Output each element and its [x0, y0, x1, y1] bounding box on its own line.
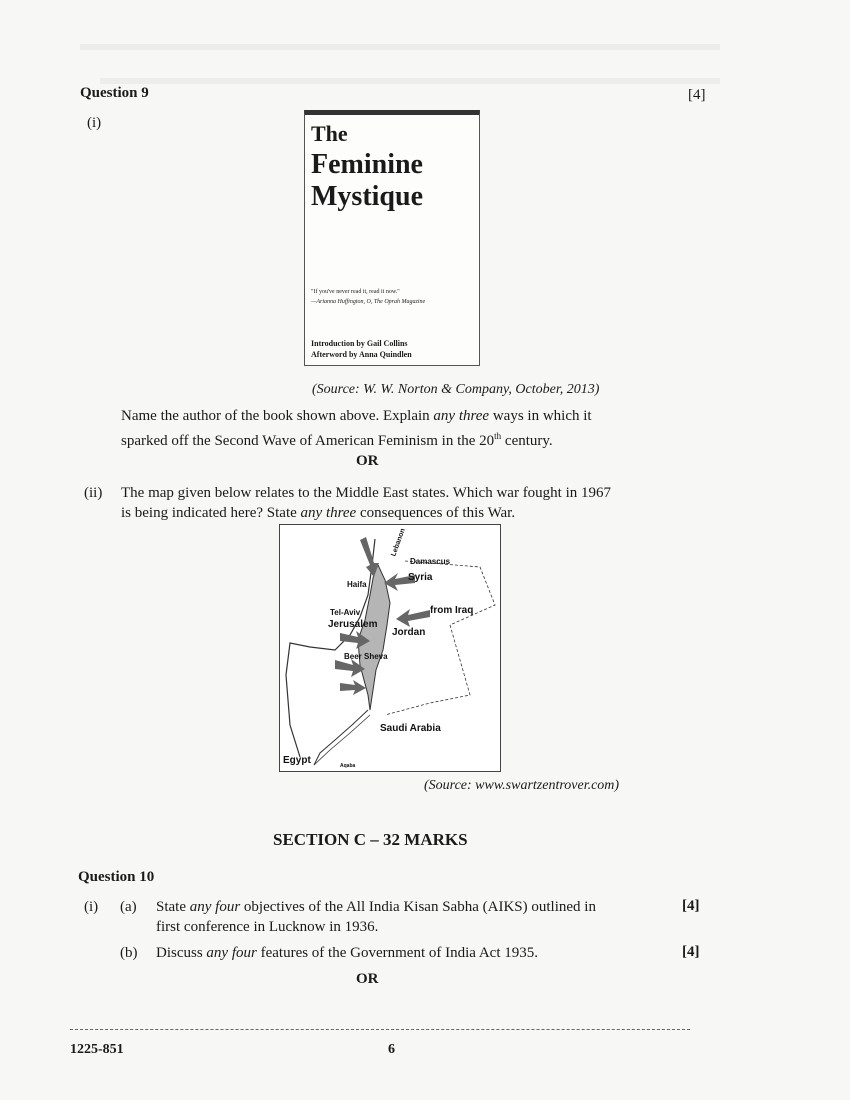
map-label-lebanon: Lebanon: [390, 527, 407, 558]
book-title-line3: Mystique: [311, 181, 423, 212]
footer-paper-code: 1225-851: [70, 1042, 124, 1057]
part-i-question-line1: Name the author of the book shown above. Explain any three ways in which it: [121, 408, 592, 424]
book-quote-attribution: —Arianna Huffington, O, The Oprah Magazine: [311, 299, 426, 305]
show-through-text: [100, 78, 720, 94]
book-title-line2: Feminine: [311, 149, 423, 180]
map-label-beer-sheva: Beer Sheva: [344, 652, 388, 661]
map-label-from-iraq: from Iraq: [430, 605, 474, 616]
footer-page-number: 6: [388, 1042, 395, 1057]
map-label-haifa: Haifa: [347, 580, 367, 589]
or-divider: OR: [356, 453, 379, 469]
map-label-saudi-arabia: Saudi Arabia: [380, 723, 441, 734]
map-label-jerusalem: Jerusalem: [328, 619, 378, 630]
footer-divider: [70, 1029, 690, 1030]
book-source: (Source: W. W. Norton & Company, October, 2013): [312, 382, 600, 397]
book-cover-image: [304, 110, 480, 366]
show-through-text: [80, 44, 720, 60]
q10-b-line1: Discuss any four features of the Government of India Act 1935.: [156, 945, 539, 961]
q10-b-number: (b): [120, 945, 138, 961]
map-drawing: [280, 525, 500, 771]
map-label-syria: Syria: [408, 572, 433, 583]
book-title-line1: The: [311, 121, 348, 146]
question-10-heading: Question 10: [78, 869, 155, 885]
part-ii-question-line1: The map given below relates to the Middle East states. Which war fought in 1967: [121, 485, 612, 501]
q10-a-number: (a): [120, 899, 137, 915]
book-afterword-credit: Afterword by Anna Quindlen: [311, 350, 412, 359]
book-quote: "If you've never read it, read it now.": [311, 289, 400, 295]
part-i-question-line2: sparked off the Second Wave of American Feminism in the 20th century.: [121, 431, 553, 449]
q10-a-line1: State any four objectives of the All India Kisan Sabha (AIKS) outlined in: [156, 899, 596, 915]
map-label-jordan: Jordan: [392, 627, 426, 638]
part-ii-question-line2: is being indicated here? State any three consequences of this War.: [121, 505, 516, 521]
map-label-damascus: Damascus: [410, 557, 451, 566]
map-source: (Source: www.swartzentrover.com): [424, 778, 620, 793]
book-introduction-credit: Introduction by Gail Collins: [311, 339, 408, 348]
q10-a-marks: [4]: [682, 898, 700, 914]
or-divider-q10: OR: [356, 971, 379, 987]
q10-part-i-number: (i): [84, 899, 99, 915]
map-label-tel-aviv: Tel-Aviv: [330, 608, 361, 617]
question-9-marks: [4]: [688, 87, 706, 103]
question-9-heading: Question 9: [80, 85, 149, 101]
map-label-aqaba: Aqaba: [340, 763, 356, 769]
q10-a-line2: first conference in Lucknow in 1936.: [156, 919, 379, 935]
map-label-egypt: Egypt: [283, 755, 311, 766]
q10-b-marks: [4]: [682, 944, 700, 960]
part-i-number: (i): [87, 115, 102, 131]
section-c-heading: SECTION C – 32 MARKS: [273, 830, 468, 849]
middle-east-map: [279, 524, 501, 772]
part-ii-number: (ii): [84, 485, 103, 501]
